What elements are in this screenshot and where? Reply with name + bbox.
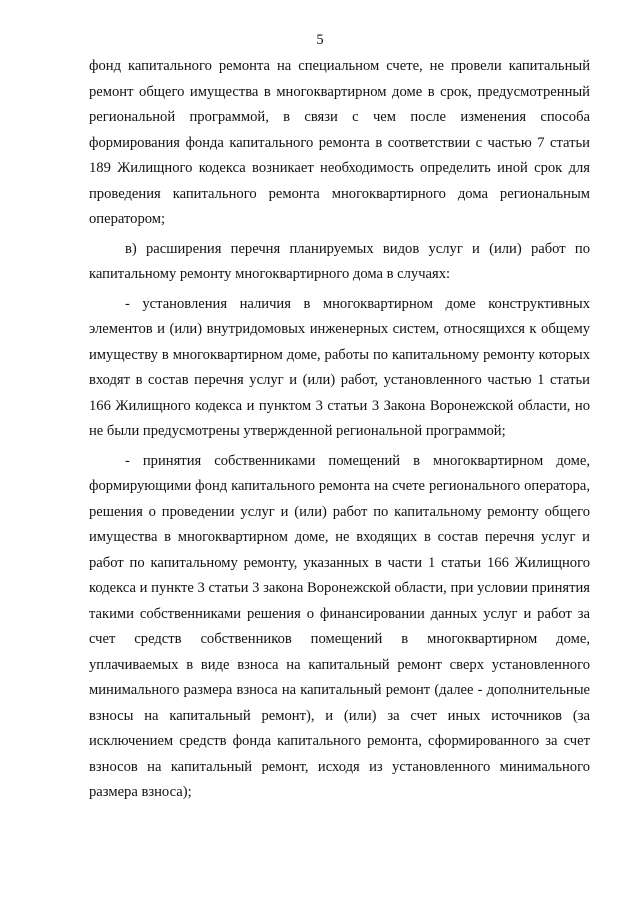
- paragraph-bullet-1: - установления наличия в многоквартирном доме конструктивных элементов и (или) внутридомовых инженерных систем, относящихся к общему имуществу в многоквартирном доме, работы по капитальному ремонту которых входят в состав перечня услуг и (или) работ, установленного частью 1 статьи 166 Жилищного кодекса и пунктом 3 статьи 3 Закона Воронежской области, но не были предусмотрены утвержденной региональной программой;: [89, 295, 590, 439]
- document-body: [89, 54, 590, 806]
- paragraph-bullet-2: - принятия собственниками помещений в многоквартирном доме, формирующими фонд капитального ремонта на счете регионального оператора, решения о проведении услуг и (или) работ по капитальному ремонту общего имущества в многоквартирном доме, не входящих в состав перечня услуг и работ по капитальному ремонту, указанных в части 1 статьи 166 Жилищного кодекса и пункте 3 статьи 3 закона Воронежской области, при условии принятия такими собственниками решения о финансировании данных услуг и работ за счет средств собственников помещений в многоквартирном доме, уплачиваемых в виде взноса на капитальный ремонт сверх установленного минимального размера взноса на капитальный ремонт (далее - дополнительные взносы на капитальный ремонт), и (или) за счет иных источников (за исключением средств фонда капитального ремонта, сформированного за счет взносов на капитальный ремонт, исходя из установленного минимального размера взноса);: [89, 452, 590, 800]
- page-number: 5: [316, 32, 324, 48]
- paragraph-item-v: в) расширения перечня планируемых видов услуг и (или) работ по капитальному ремонту многоквартирного дома в случаях:: [89, 240, 590, 282]
- paragraph-continued: фонд капитального ремонта на специальном счете, не провели капитальный ремонт общего имущества в многоквартирном доме в срок, предусмотренный региональной программой, в связи с чем после изменения способа формирования фонда капитального ремонта в соответствии с частью 7 статьи 189 Жилищного кодекса возникает необходимость определить иной срок для проведения капитального ремонта многоквартирного дома региональным оператором;: [89, 58, 590, 227]
